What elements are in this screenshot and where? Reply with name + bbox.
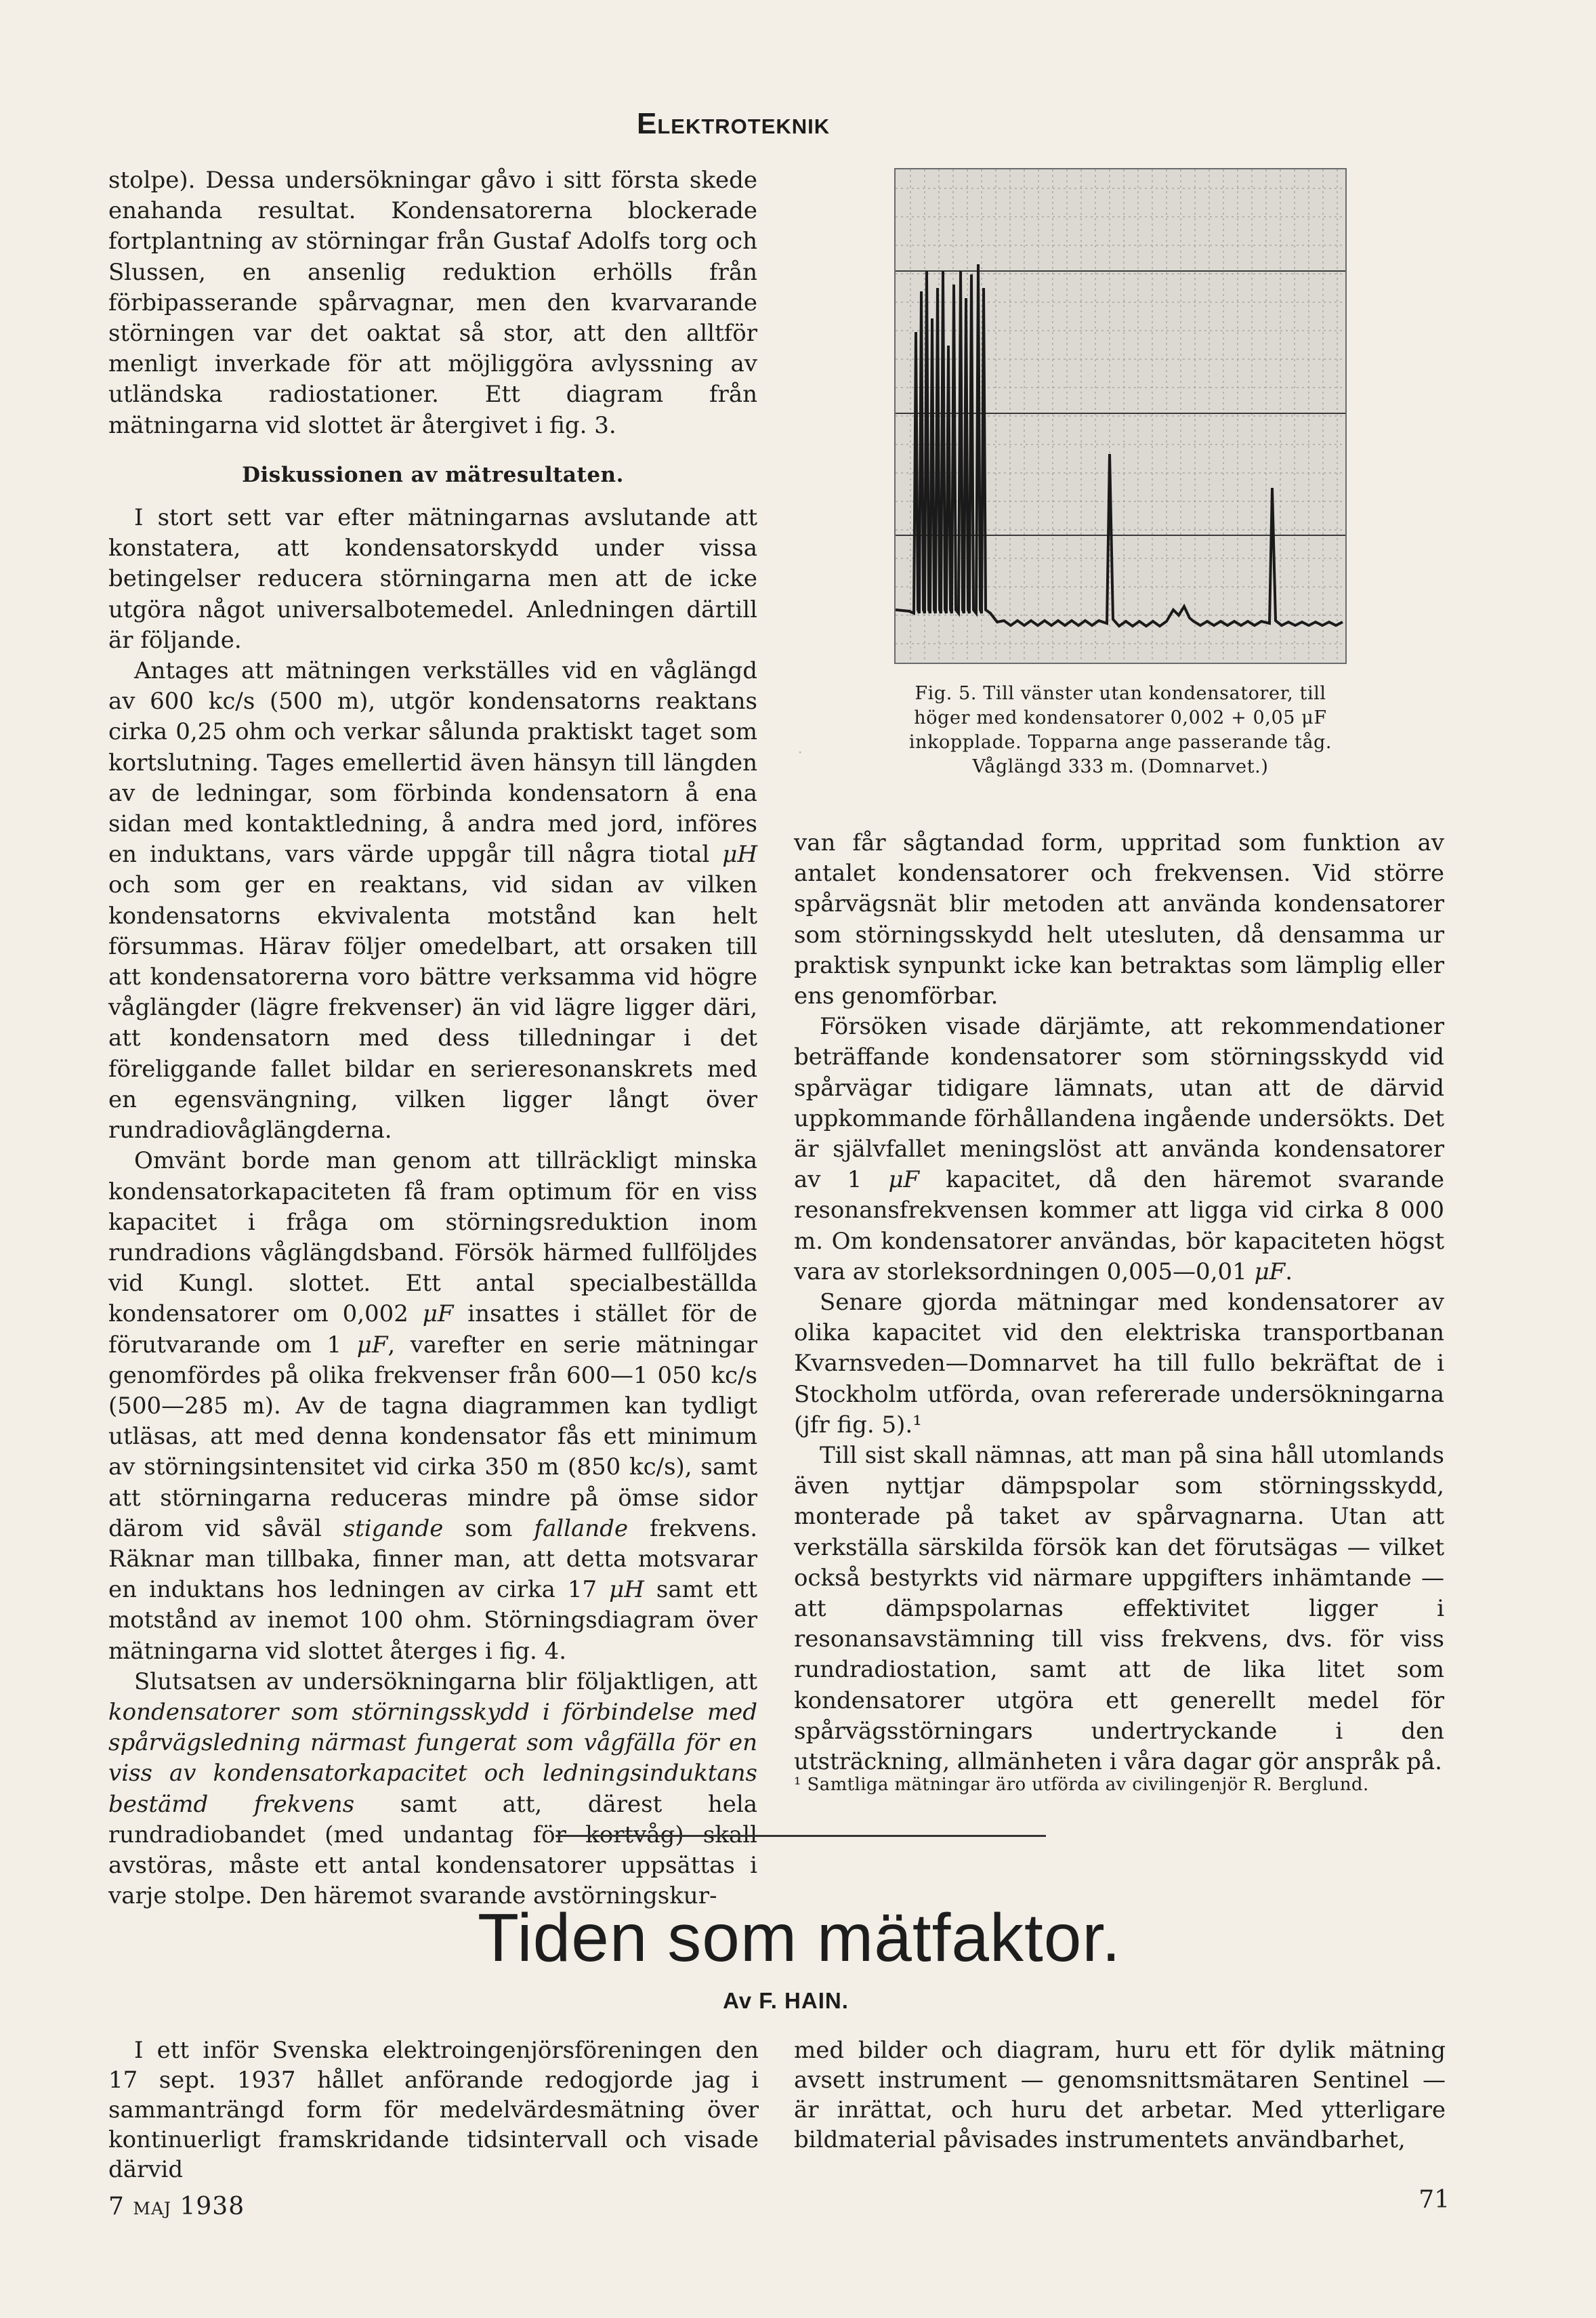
pencil-mark: ·	[798, 744, 803, 760]
page-number: 71	[1419, 2186, 1450, 2214]
left-column	[108, 165, 757, 1911]
left-paragraph-1: stolpe). Dessa undersökningar gåvo i sitt första skede enahanda resultat. Kondensatorerna blockerade fortplantning av störningar från Gustaf Adolfs torg och Slussen, en ansenlig reduktion erhölls från förbipasserande spårvagnar, men den kvarvarande störningen var det oaktat så stor, att den alltför menligt inverkade för att möjliggöra avlyssning av utländska radiostationer. Ett diagram från mätningarna vid slottet är återgivet i fig. 3.	[108, 167, 757, 439]
footnote: ¹ Samtliga mätningar äro utförda av civilingenjör R. Berglund.	[794, 1775, 1369, 1795]
left-paragraph-5: Slutsatsen av undersökningarna blir följaktligen, att kondensatorer som störningsskydd i förbindelse med spårvägsledning närmast fungerat som vågfälla för en viss av kondensatorkapacitet och ledningsinduktans bestämd frekvens samt att, därest hela rundradiobandet (med undantag för kortvåg) skall avstöras, måste ett antal kondensatorer uppsättas i varje stolpe. Den häremot svarande avstörningskur-	[108, 1668, 757, 1910]
right-column	[794, 828, 1444, 1777]
article-right-text: med bilder och diagram, huru ett för dylik mätning avsett instrument — genomsnittsmätaren Sentinel — är inrättat, och huru det arbetar. Med ytterligare bildmaterial påvisades instrumentets användbarhet,	[794, 2037, 1446, 2153]
figure-5-recording	[894, 168, 1347, 664]
section-divider	[555, 1835, 1046, 1837]
left-paragraph-4: Omvänt borde man genom att tillräckligt minska kondensatorkapaciteten få fram optimum för en viss kapacitet i fråga om störningsreduktion inom rundradions våglängdsband. Försök härmed fullföljdes vid Kungl. slottet. Ett antal specialbeställda kondensatorer om 0,002 μF insattes i stället för de förutvarande om 1 μF, varefter en serie mätningar genomfördes på olika frekvenser från 600—1 050 kc/s (500—285 m). Av de tagna diagrammen kan tydligt utläsas, att med denna kondensator fås ett minimum av störningsintensitet vid cirka 350 m (850 kc/s), samt att störningarna reduceras mindre på ömse sidor därom vid såväl stigande som fallande frekvens. Räknar man tillbaka, finner man, att detta motsvarar en induktans hos ledningen av cirka 17 μH samt ett motstånd av inemot 100 ohm. Störningsdiagram över mätningarna vid slottet återges i fig. 4.	[108, 1147, 758, 1665]
right-paragraph-3: Senare gjorda mätningar med kondensatorer av olika kapacitet vid den elektriska transportbanan Kvarnsveden—Domnarvet ha till fullo bekräftat de i Stockholm utförda, ovan refererade undersökningarna (jfr fig. 5).¹	[794, 1289, 1444, 1439]
right-paragraph-2: Försöken visade därjämte, att rekommendationer beträffande kondensatorer som störningsskydd vid spårvägar tidigare lämnats, utan att de därvid uppkommande förhållandena ingående undersökts. Det är självfallet meningslöst att använda kondensatorer av 1 μF kapacitet, då den häremot svarande resonansfrekvensen kommer att ligga vid cirka 8 000 m. Om kondensatorer användas, bör kapaciteten högst vara av storleksordningen 0,005—0,01 μF.	[794, 1013, 1444, 1285]
article-left-column	[108, 2035, 759, 2185]
article-right-column	[794, 2035, 1446, 2155]
article-left-text: I ett inför Svenska elektroingenjörsföreningen den 17 sept. 1937 hållet anförande redogjorde jag i sammanträngd form för medelvärdesmätning över kontinuerligt framskridande tidsintervall och visade därvid	[108, 2037, 759, 2183]
left-paragraph-3: Antages att mätningen verkställes vid en våglängd av 600 kc/s (500 m), utgör kondensatorns reaktans cirka 0,25 ohm och verkar sålunda praktiskt taget som kortslutning. Tages emellertid även hänsyn till längden av de ledningar, som förbinda kondensatorn å ena sidan med kontaktledning, å andra med jord, införes en induktans, vars värde uppgår till några tiotal μH och som ger en reaktans, vid sidan av vilken kondensatorns ekvivalenta motstånd kan helt försummas. Härav följer omedelbart, att orsaken till att kondensatorerna voro bättre verksamma vid högre våglängder (lägre frekvenser) än vid lägre ligger däri, att kondensatorn med dess tilledningar i det föreliggande fallet bildar en serieresonanskrets med en egensvängning, vilken ligger långt över rundradiovåglängderna.	[108, 657, 757, 1144]
issue-date: 7 maj 1938	[108, 2193, 245, 2220]
figure-caption: Fig. 5. Till vänster utan kondensatorer, till höger med kondensatorer 0,002 + 0,05 μF inkopplade. Topparna ange passerande tåg. Våglängd 333 m. (Domnarvet.)	[908, 683, 1332, 777]
right-paragraph-4: Till sist skall nämnas, att man på sina håll utomlands även nyttjar dämpspolar som störningsskydd, monterade på taket av spårvagnarna. Utan att verkställa särskilda försök kan det förutsägas — vilket också bestyrkts vid närmare uppgifters inhämtande — att dämpspolarnas effektivitet ligger i resonansavstämning till viss frekvens, dvs. för viss rundradiostation, samt att de lika litet som kondensatorer utgöra ett generellt medel för spårvägsstörningars undertryckande i den utsträckning, allmänheten i våra dagar gör anspråk på.	[794, 1442, 1444, 1776]
section-heading: Diskussionen av mätresultaten.	[242, 462, 624, 487]
article-title: Tiden som mätfaktor.	[478, 1900, 1121, 1976]
left-paragraph-2: I stort sett var efter mätningarnas avslutande att konstatera, att kondensatorskydd under vissa betingelser reducera störningarna men att de icke utgöra något universalbotemedel. Anledningen därtill är följande.	[108, 504, 757, 654]
article-author: Av F. HAIN.	[723, 1988, 849, 2013]
right-paragraph-1: van får sågtandad form, uppritad som funktion av antalet kondensatorer och frekvensen. Vid större spårvägsnät blir metoden att använda kondensatorer som störningsskydd helt utesluten, då densamma ur praktisk synpunkt icke kan betraktas som lämplig eller ens genomförbar.	[794, 829, 1444, 1010]
recording-chart	[896, 169, 1345, 663]
running-head: Elektroteknik	[637, 107, 831, 140]
